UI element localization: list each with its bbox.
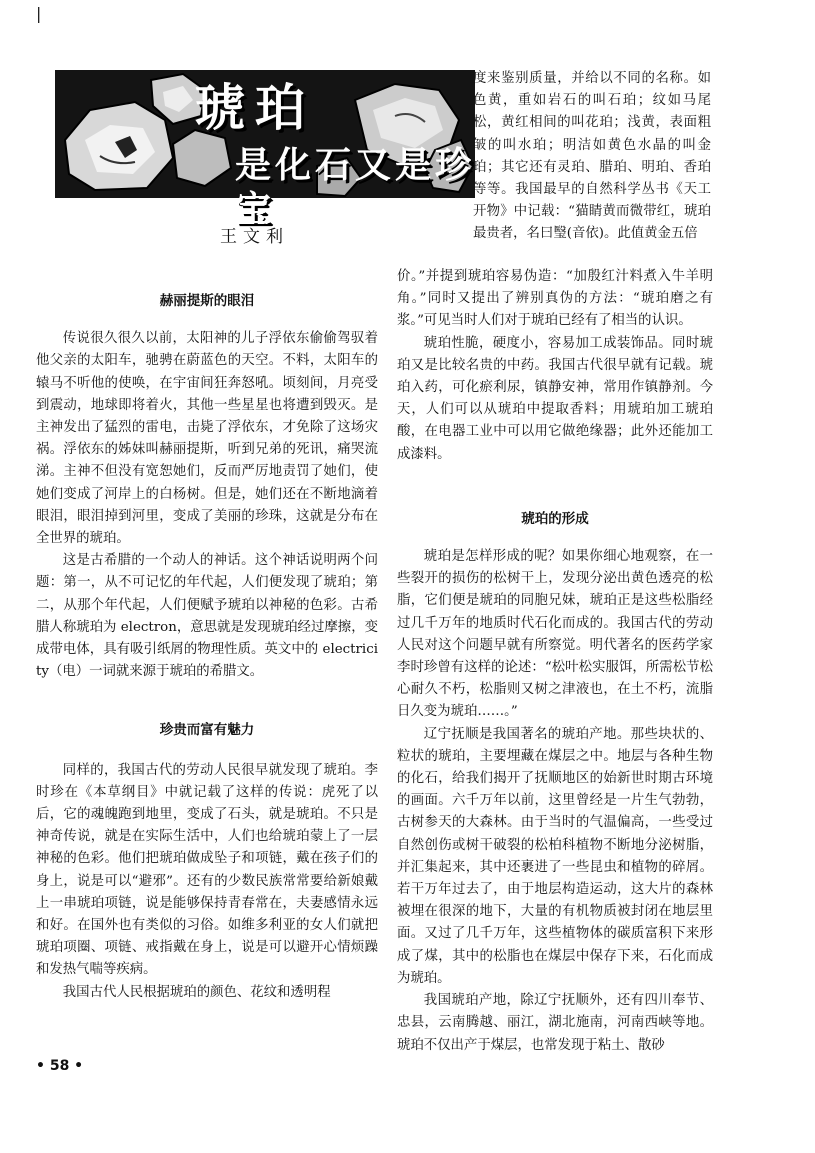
top-edge-mark: | [36,4,42,23]
paragraph: 传说很久很久以前，太阳神的儿子浮依东偷偷驾驭着他父亲的太阳车，驰骋在蔚蓝色的天空。不料，太阳车的辕马不听他的使唤，在宇宙间狂奔怒吼。顷刻间，月亮受到震动，地球即将着火，其他一些星星也将遭到毁灭。是主神发出了猛烈的雷电，击毙了浮依东，才免除了这场灾祸。浮依东的姊妹叫赫丽提斯，听到兄弟的死讯，痛哭流涕。主神不但没有宽恕她们，反而严厉地责罚了她们，使她们变成了河岸上的白杨树。但是，她们还在不断地滴着眼泪，眼泪掉到河里，变成了美丽的珍珠，这就是分布在全世界的琥珀。 [36,331,378,547]
paragraph: 价。”并提到琥珀容易伪造：“加殷红汁料煮入牛羊明角。”同时又提出了辨别真伪的方法：“琥珀磨之有浆。”可见当时人们对于琥珀已经有了相当的认识。 [397,269,713,329]
section-heading: 珍贵而富有魅力 [159,722,255,739]
paragraph: 辽宁抚顺是我国著名的琥珀产地。那些块状的、粒状的琥珀，主要埋藏在煤层之中。地层与各种生物的化石，给我们揭开了抚顺地区的始新世时期古环境的画面。六千万年以前，这里曾经是一片生气勃勃，古树参天的大森林。由于当时的气温偏高，一些受过自然创伤或树干破裂的松柏科植物不断地分泌树脂，并汇集起来，其中还裹进了一些昆虫和植物的碎屑。若干万年过去了，由于地层构造运动，这大片的森林被埋在很深的地下，大量的有机物质被封闭在地层里面。又过了几千万年，这些植物体的碳质富积下来形成了煤，其中的松脂也在煤层中保存下来，石化而成为琥珀。 [397,726,713,986]
section-heading: 赫丽提斯的眼泪 [159,293,255,309]
right-top-column [473,68,711,246]
paragraph: 我国古代人民根据琥珀的颜色、花纹和透明程 [62,984,331,1000]
paragraph: 琥珀性脆，硬度小，容易加工成装饰品。同时琥珀又是比较名贵的中药。我国古代很早就有记载。琥珀入药，可化瘀利尿，镇静安神，常用作镇静剂。今天，人们可以从琥珀中提取香料；用琥珀加工琥珀酸，在电器工业中可以用它做绝缘器；此外还能加工成漆料。 [397,335,713,462]
paragraph: 同样的，我国古代的劳动人民很早就发现了琥珀。李时珍在《本草纲目》中就记载了这样的传说：虎死了以后，它的魂魄跑到地里，变成了石头，就是琥珀。不只是神奇传说，就是在实际生活中，人们也给琥珀蒙上了一层神秘的色彩。他们把琥珀做成坠子和项链，戴在孩子们的身上，说是可以“避邪”。还有的少数民族常常要给新娘戴上一串琥珀项链，说是能够保持青春常在，夫妻感情永远和好。在国外也有类似的习俗。如维多利亚的女人们就把琥珀项圈、项链、戒指戴在身上，说是可以避开心情烦躁和发热气喘等疾病。 [36,762,378,978]
paragraph: 琥珀是怎样形成的呢？如果你细心地观察，在一些裂开的损伤的松树干上，发现分泌出黄色透亮的松脂，它们便是琥珀的同胞兄妹，琥珀正是这些松脂经过几千万年的地质时代石化而成的。我国古代的劳动人民对这个问题早就有所察觉。明代著名的医药学家李时珍曾有这样的论述：“松叶松实服饵，所需松节松心耐久不朽，松脂则又树之津液也，在土不朽，流脂日久变为琥珀……。” [397,549,713,720]
section-heading: 琥珀的形成 [521,510,589,527]
paragraph: 这是古希腊的一个动人的神话。这个神话说明两个问题：第一，从不可记忆的年代起，人们便发现了琥珀；第二，从那个年代起，人们便赋予琥珀以神秘的色彩。古希腊人称琥珀为 electron，意思就是发现琥珀经过摩擦，变成带电体，具有吸引纸屑的物理性质。英文中的 electrici ty（电）一词就来源于琥珀的希腊文。 [36,553,378,680]
left-column [36,290,378,1004]
page-number: • 58 • [36,1058,84,1074]
author-name: 王文利 [220,227,289,247]
paragraph: 我国琥珀产地，除辽宁抚顺外，还有四川奉节、忠县，云南腾越、丽江，湖北施南，河南西峡等地。琥珀不仅出产于煤层，也常发现于粘土、散砂 [397,993,713,1053]
right-column [397,266,713,1057]
article-subtitle: 是化石又是珍宝 [235,145,476,230]
paragraph: 度来鉴别质量，并给以不同的名称。如色黄，重如岩石的叫石珀；纹如马尾松，黄红相间的叫花珀；浅黄，表面粗皱的叫水珀；明洁如黄色水晶的叫金珀；其它还有灵珀、腊珀、明珀、香珀等等。我国最早的自然科学丛书《天工开物》中记载：“猫睛黄而微带红，琥珀最贵者，名曰瑿(音依)。此值黄金五倍 [473,71,711,242]
article-title: 琥珀 [195,79,315,137]
title-banner [55,70,476,230]
